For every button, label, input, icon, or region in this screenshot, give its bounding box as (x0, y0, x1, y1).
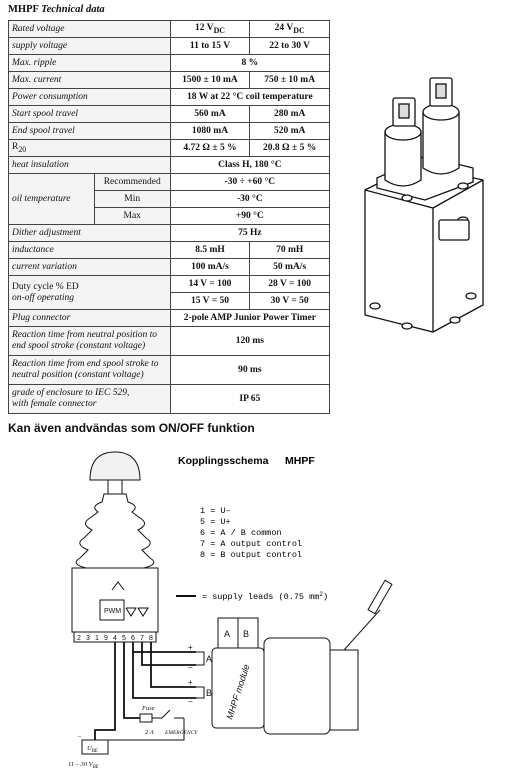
svg-text:5: 5 (122, 635, 126, 642)
row-label: current variation (9, 259, 171, 276)
row-label: inductance (9, 242, 171, 259)
table-row: inductance 8.5 mH 70 mH (9, 242, 330, 259)
table-row: Power consumption 18 W at 22 °C coil temperature (9, 89, 330, 106)
row-label: Rated voltage (12, 23, 65, 34)
fuse (140, 714, 152, 722)
table-row: Start spool travel 560 mA 280 mA (9, 106, 330, 123)
legend-item: 8 = B output control (200, 550, 303, 560)
svg-text:–: – (78, 733, 82, 740)
svg-text:1: 1 (95, 635, 99, 642)
svg-text:+: + (188, 678, 193, 687)
svg-text:11 – 30 VBE: 11 – 30 $V_{BE}$ (68, 761, 99, 770)
technical-data-table (8, 20, 330, 414)
table-row: Dither adjustment 75 Hz (9, 225, 330, 242)
row-label: Plug connector (9, 310, 171, 327)
svg-text:7: 7 (140, 635, 144, 642)
table-row: current variation 100 mA/s 50 mA/s (9, 259, 330, 276)
svg-text:Fuse: Fuse (142, 705, 155, 712)
supply-wires (95, 642, 196, 740)
svg-text:–: – (188, 697, 193, 706)
svg-text:4: 4 (113, 635, 117, 642)
table-row: grade of enclosure to IEC 529, with female connector IP 65 (9, 385, 330, 414)
svg-text:EMERGENCY: EMERGENCY (165, 730, 198, 736)
row-label: Max. current (9, 72, 171, 89)
svg-text:A: A (206, 654, 213, 664)
table-row: 15 V = 50 30 V = 50 (9, 293, 330, 310)
svg-text:8: 8 (149, 635, 153, 642)
mhpf-module (196, 580, 392, 734)
legend-item: 1 = U– (200, 506, 231, 516)
row-label: Reaction time from end spool stroke to (12, 359, 159, 369)
svg-text:9: 9 (104, 635, 108, 642)
row-label: heat insulation (9, 157, 171, 174)
wiring-diagram (0, 440, 507, 771)
table-row: Duty cycle % ED on-off operating 14 V = 100 28 V = 100 (9, 276, 330, 293)
svg-text:–: – (188, 663, 193, 672)
row-label: Dither adjustment (9, 225, 171, 242)
table-row: supply voltage 11 to 15 V 22 to 30 V (9, 38, 330, 55)
model-name: MHPF (8, 4, 39, 15)
row-label: End spool travel (9, 123, 171, 140)
supply-leads-note: = supply leads (0.75 $mm^2$) (202, 591, 329, 602)
row-label: Reaction time from neutral position to (12, 330, 158, 340)
table-row: Reaction time from neutral position to end spool stroke (constant voltage) 120 ms (9, 327, 330, 356)
diagram-model: MHPF (285, 455, 315, 467)
table-row: Reaction time from end spool stroke to neutral position (constant voltage) 90 ms (9, 356, 330, 385)
row-label: Duty cycle % ED (12, 281, 79, 292)
diagram-title: Kopplingsschema (178, 455, 269, 467)
row-label: supply voltage (9, 38, 171, 55)
row-label: grade of enclosure to IEC 529, (12, 388, 130, 398)
title-text: Technical data (41, 4, 105, 15)
svg-text:2 A: 2 A (145, 729, 154, 736)
table-row: Max. current 1500 ± 10 mA 750 ± 10 mA (9, 72, 330, 89)
table-row: $R_{20}$ 4.72 Ω ± 5 % 20.8 Ω ± 5 % (9, 140, 330, 157)
row-label: Start spool travel (9, 106, 171, 123)
table-row: End spool travel 1080 mA 520 mA (9, 123, 330, 140)
table-row: Plug connector 2-pole AMP Junior Power Timer (9, 310, 330, 327)
valve-illustration (355, 70, 500, 340)
table-row: heat insulation Class H, 180 °C (9, 157, 330, 174)
connector-b-label: B (243, 629, 250, 639)
svg-text:2: 2 (77, 635, 81, 642)
legend-item: 5 = U+ (200, 517, 231, 527)
table-row: Min -30 °C (9, 191, 330, 208)
legend-item: 6 = A / B common (200, 528, 282, 538)
svg-text:+: + (188, 643, 193, 652)
svg-text:B: B (206, 688, 213, 698)
table-row: oil temperature Recommended -30 ÷ +60 °C (9, 174, 330, 191)
row-label: oil temperature (9, 174, 95, 225)
row-label: Power consumption (9, 89, 171, 106)
svg-text:UBE: $U_{BE}$ (87, 745, 98, 754)
connector-a-label: A (224, 629, 231, 639)
row-label: Max. ripple (9, 55, 171, 72)
legend-item: 7 = A output control (200, 539, 303, 549)
section-heading: Kan även andvändas som ON/OFF funktion (8, 421, 255, 435)
row-label: R (12, 141, 19, 152)
table-row: Max. ripple 8 % (9, 55, 330, 72)
svg-text:3: 3 (86, 635, 90, 642)
svg-text:6: 6 (131, 635, 135, 642)
module-label: MHPF module (224, 662, 252, 721)
table-row: Max +90 °C (9, 208, 330, 225)
svg-text:PWM: PWM (104, 608, 122, 615)
table-title (8, 4, 105, 15)
table-row: Rated voltage 12 $V_{DC}$ 24 $V_{DC}$ (9, 21, 330, 38)
